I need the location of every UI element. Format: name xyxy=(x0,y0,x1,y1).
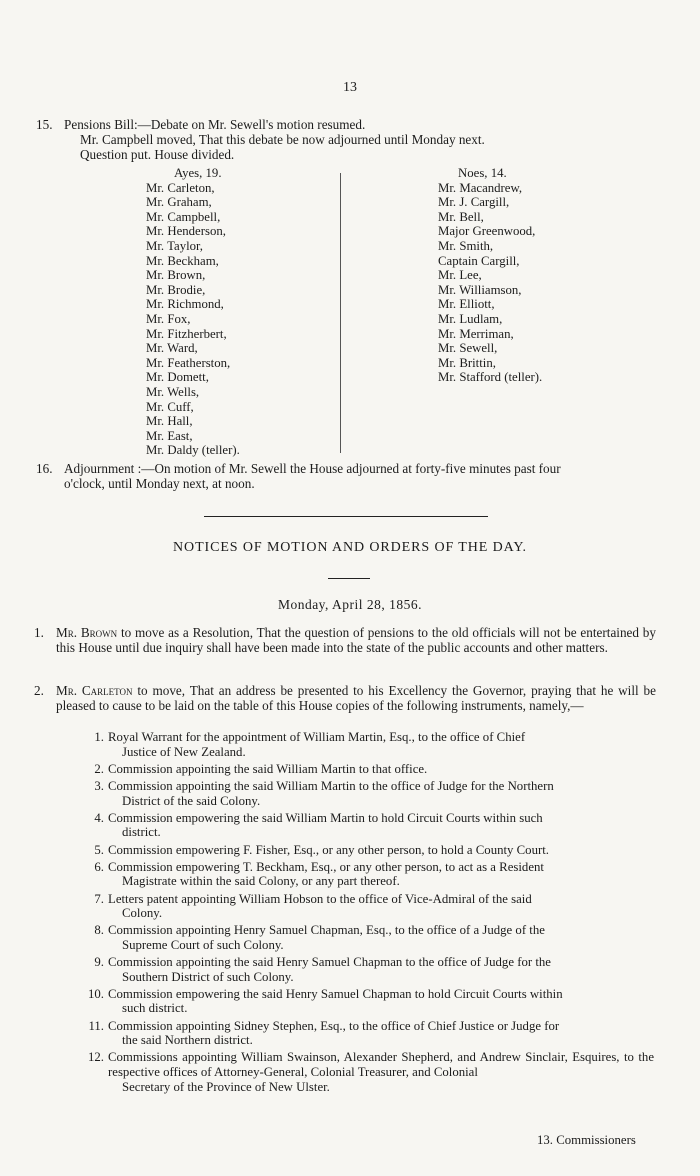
instruments-list xyxy=(84,730,654,1097)
instrument-line: Commission empowering T. Beckham, Esq., or any other person, to act as a Resident xyxy=(108,859,544,874)
instrument-text xyxy=(108,762,654,777)
instrument-number: 1. xyxy=(94,730,104,744)
instrument-item xyxy=(84,923,654,952)
division-divider xyxy=(340,173,341,453)
instrument-line: Letters patent appointing William Hobson to the office of Vice-Admiral of the said xyxy=(108,891,532,906)
aye-member: Mr. East, xyxy=(146,428,193,443)
item-15-line-3: Question put. House divided. xyxy=(80,147,235,162)
instrument-continuation: Colony. xyxy=(122,906,163,921)
noe-member: Mr. Ludlam, xyxy=(438,311,503,326)
instrument-continuation: District of the said Colony. xyxy=(122,793,261,808)
aye-member: Mr. Beckham, xyxy=(146,253,219,268)
instrument-number: 11. xyxy=(88,1018,104,1033)
instrument-continuation: Magistrate within the said Colony, or any part thereof. xyxy=(122,874,400,889)
instrument-continuation: Secretary of the Province of New Ulster. xyxy=(122,1079,330,1094)
instrument-item xyxy=(84,1019,654,1048)
instrument-number: 8. xyxy=(94,923,104,938)
instrument-line: Commission appointing the said William Martin to that office. xyxy=(108,761,428,776)
instrument-continuation: Southern District of such Colony. xyxy=(122,969,294,984)
instrument-item xyxy=(84,892,654,921)
noe-member: Mr. Williamson, xyxy=(438,282,522,297)
instrument-text xyxy=(108,955,654,984)
item-15-line-1: Pensions Bill:—Debate on Mr. Sewell's motion resumed. xyxy=(64,117,366,132)
noe-member: Mr. Elliott, xyxy=(438,297,495,312)
instrument-continuation: such district. xyxy=(122,1001,188,1016)
aye-member: Mr. Carleton, xyxy=(146,180,215,195)
aye-member: Mr. Henderson, xyxy=(146,224,226,239)
aye-member: Mr. Fox, xyxy=(146,311,191,326)
ayes-header: Ayes, 19. xyxy=(174,166,222,180)
noe-member: Mr. J. Cargill, xyxy=(438,195,510,210)
noe-member: Mr. Bell, xyxy=(438,209,484,224)
aye-member: Mr. Ward, xyxy=(146,341,198,356)
motion-2-body: to move, That an address be presented to his Excellency the Governor, praying that he will be pleased to cause to be laid on the table of this House copies of the following instruments, namely,— xyxy=(56,683,656,713)
aye-member: Mr. Wells, xyxy=(146,384,200,399)
instrument-number: 12. xyxy=(88,1050,104,1065)
item-16-line-2: o'clock, until Monday next, at noon. xyxy=(64,476,255,491)
catchword: 13. Commissioners xyxy=(537,1133,636,1147)
noe-member: Mr. Brittin, xyxy=(438,355,496,370)
instrument-line: Commission empowering the said William Martin to hold Circuit Courts within such xyxy=(108,810,543,825)
ayes-column xyxy=(146,166,240,458)
instrument-item xyxy=(84,843,654,858)
instrument-number: 9. xyxy=(94,955,104,970)
instrument-line: Commission appointing Sidney Stephen, Esq., to the office of Chief Justice or Judge for xyxy=(108,1018,560,1033)
noe-member: Captain Cargill, xyxy=(438,253,520,268)
instrument-text xyxy=(108,923,654,952)
instrument-number: 6. xyxy=(94,859,104,874)
instrument-number: 3. xyxy=(94,778,104,793)
sitting-date: Monday, April 28, 1856. xyxy=(277,597,423,612)
instrument-item xyxy=(84,955,654,984)
instrument-text xyxy=(108,811,654,840)
instrument-text xyxy=(108,860,654,889)
instrument-text xyxy=(108,892,654,921)
noe-member: Mr. Sewell, xyxy=(438,341,498,356)
noe-member: Mr. Smith, xyxy=(438,238,494,253)
instrument-line: Commission appointing Henry Samuel Chapman, Esq., to the office of a Judge of the xyxy=(108,923,545,938)
aye-member: Mr. Hall, xyxy=(146,414,193,429)
noes-list xyxy=(438,181,542,385)
instrument-continuation: district. xyxy=(122,825,161,840)
instrument-item xyxy=(84,730,654,759)
noe-member: Mr. Merriman, xyxy=(438,326,514,341)
motion-2-mover: Mr. Carleton xyxy=(56,683,133,698)
instrument-continuation: Justice of New Zealand. xyxy=(122,744,246,759)
page-number: 13 xyxy=(343,80,357,95)
item-15-line-2: Mr. Campbell moved, That this debate be now adjourned until Monday next. xyxy=(80,132,485,147)
motion-2-text xyxy=(56,683,656,713)
instrument-continuation: Supreme Court of such Colony. xyxy=(122,937,284,952)
instrument-item xyxy=(84,811,654,840)
motion-1-body: to move as a Resolution, That the question of pensions to the old officials will not be entertained by this House until due inquiry shall have been made into the state of the public accounts and other matters. xyxy=(56,625,656,655)
aye-member: Mr. Campbell, xyxy=(146,209,221,224)
noes-header: Noes, 14. xyxy=(458,166,507,180)
instrument-item xyxy=(84,987,654,1016)
ayes-list xyxy=(146,181,240,458)
item-15-number: 15. xyxy=(36,117,53,132)
motion-1-number: 1. xyxy=(34,625,44,640)
motion-2-number: 2. xyxy=(34,683,44,698)
item-16-line-1: Adjournment :—On motion of Mr. Sewell the House adjourned at forty-five minutes past four xyxy=(64,461,561,476)
instrument-number: 5. xyxy=(94,842,104,857)
instrument-number: 4. xyxy=(94,810,104,825)
section-rule xyxy=(204,516,488,517)
aye-member: Mr. Domett, xyxy=(146,370,209,385)
motion-1-mover: Mr. Brown xyxy=(56,625,118,640)
instrument-item xyxy=(84,860,654,889)
instrument-text xyxy=(108,1050,654,1094)
aye-member: Mr. Graham, xyxy=(146,195,212,210)
aye-member: Mr. Cuff, xyxy=(146,399,194,414)
instrument-item xyxy=(84,779,654,808)
instrument-line: Royal Warrant for the appointment of William Martin, Esq., to the office of Chief xyxy=(108,730,526,744)
instrument-text xyxy=(108,730,654,759)
aye-member: Mr. Featherston, xyxy=(146,355,231,370)
instrument-line: Commission empowering the said Henry Samuel Chapman to hold Circuit Courts within xyxy=(108,986,563,1001)
instrument-number: 2. xyxy=(94,761,104,776)
noe-member: Mr. Lee, xyxy=(438,268,482,283)
instrument-line: Commission empowering F. Fisher, Esq., or any other person, to hold a County Court. xyxy=(108,842,549,857)
noe-member: Major Greenwood, xyxy=(438,224,536,239)
instrument-continuation: the said Northern district. xyxy=(122,1033,253,1048)
instrument-text xyxy=(108,1019,654,1048)
instrument-item xyxy=(84,762,654,777)
noe-member: Mr. Macandrew, xyxy=(438,180,523,195)
instrument-text xyxy=(108,843,654,858)
instrument-text xyxy=(108,779,654,808)
noes-column xyxy=(438,166,542,385)
aye-member: Mr. Fitzherbert, xyxy=(146,326,227,341)
aye-member: Mr. Brown, xyxy=(146,268,206,283)
aye-member: Mr. Daldy (teller). xyxy=(146,443,240,458)
noe-member: Mr. Stafford (teller). xyxy=(438,370,543,385)
heading-rule xyxy=(328,578,370,579)
instrument-line: Commission appointing the said Henry Samuel Chapman to the office of Judge for the xyxy=(108,955,551,970)
item-16-number: 16. xyxy=(36,461,53,476)
instrument-line: Commission appointing the said William Martin to the office of Judge for the Northern xyxy=(108,778,554,793)
instrument-item xyxy=(84,1050,654,1094)
aye-member: Mr. Taylor, xyxy=(146,238,204,253)
aye-member: Mr. Brodie, xyxy=(146,282,206,297)
motion-1-text xyxy=(56,625,656,655)
instrument-line: Commissions appointing William Swainson, Alexander Shepherd, and Andrew Sinclair, Esquires, to the respective offices of Attorney-General, Colonial Treasurer, and Colonial xyxy=(108,1050,654,1079)
aye-member: Mr. Richmond, xyxy=(146,297,224,312)
notices-heading: NOTICES OF MOTION AND ORDERS OF THE DAY. xyxy=(173,540,527,555)
instrument-number: 10. xyxy=(88,986,104,1001)
instrument-text xyxy=(108,987,654,1016)
instrument-number: 7. xyxy=(94,891,104,906)
